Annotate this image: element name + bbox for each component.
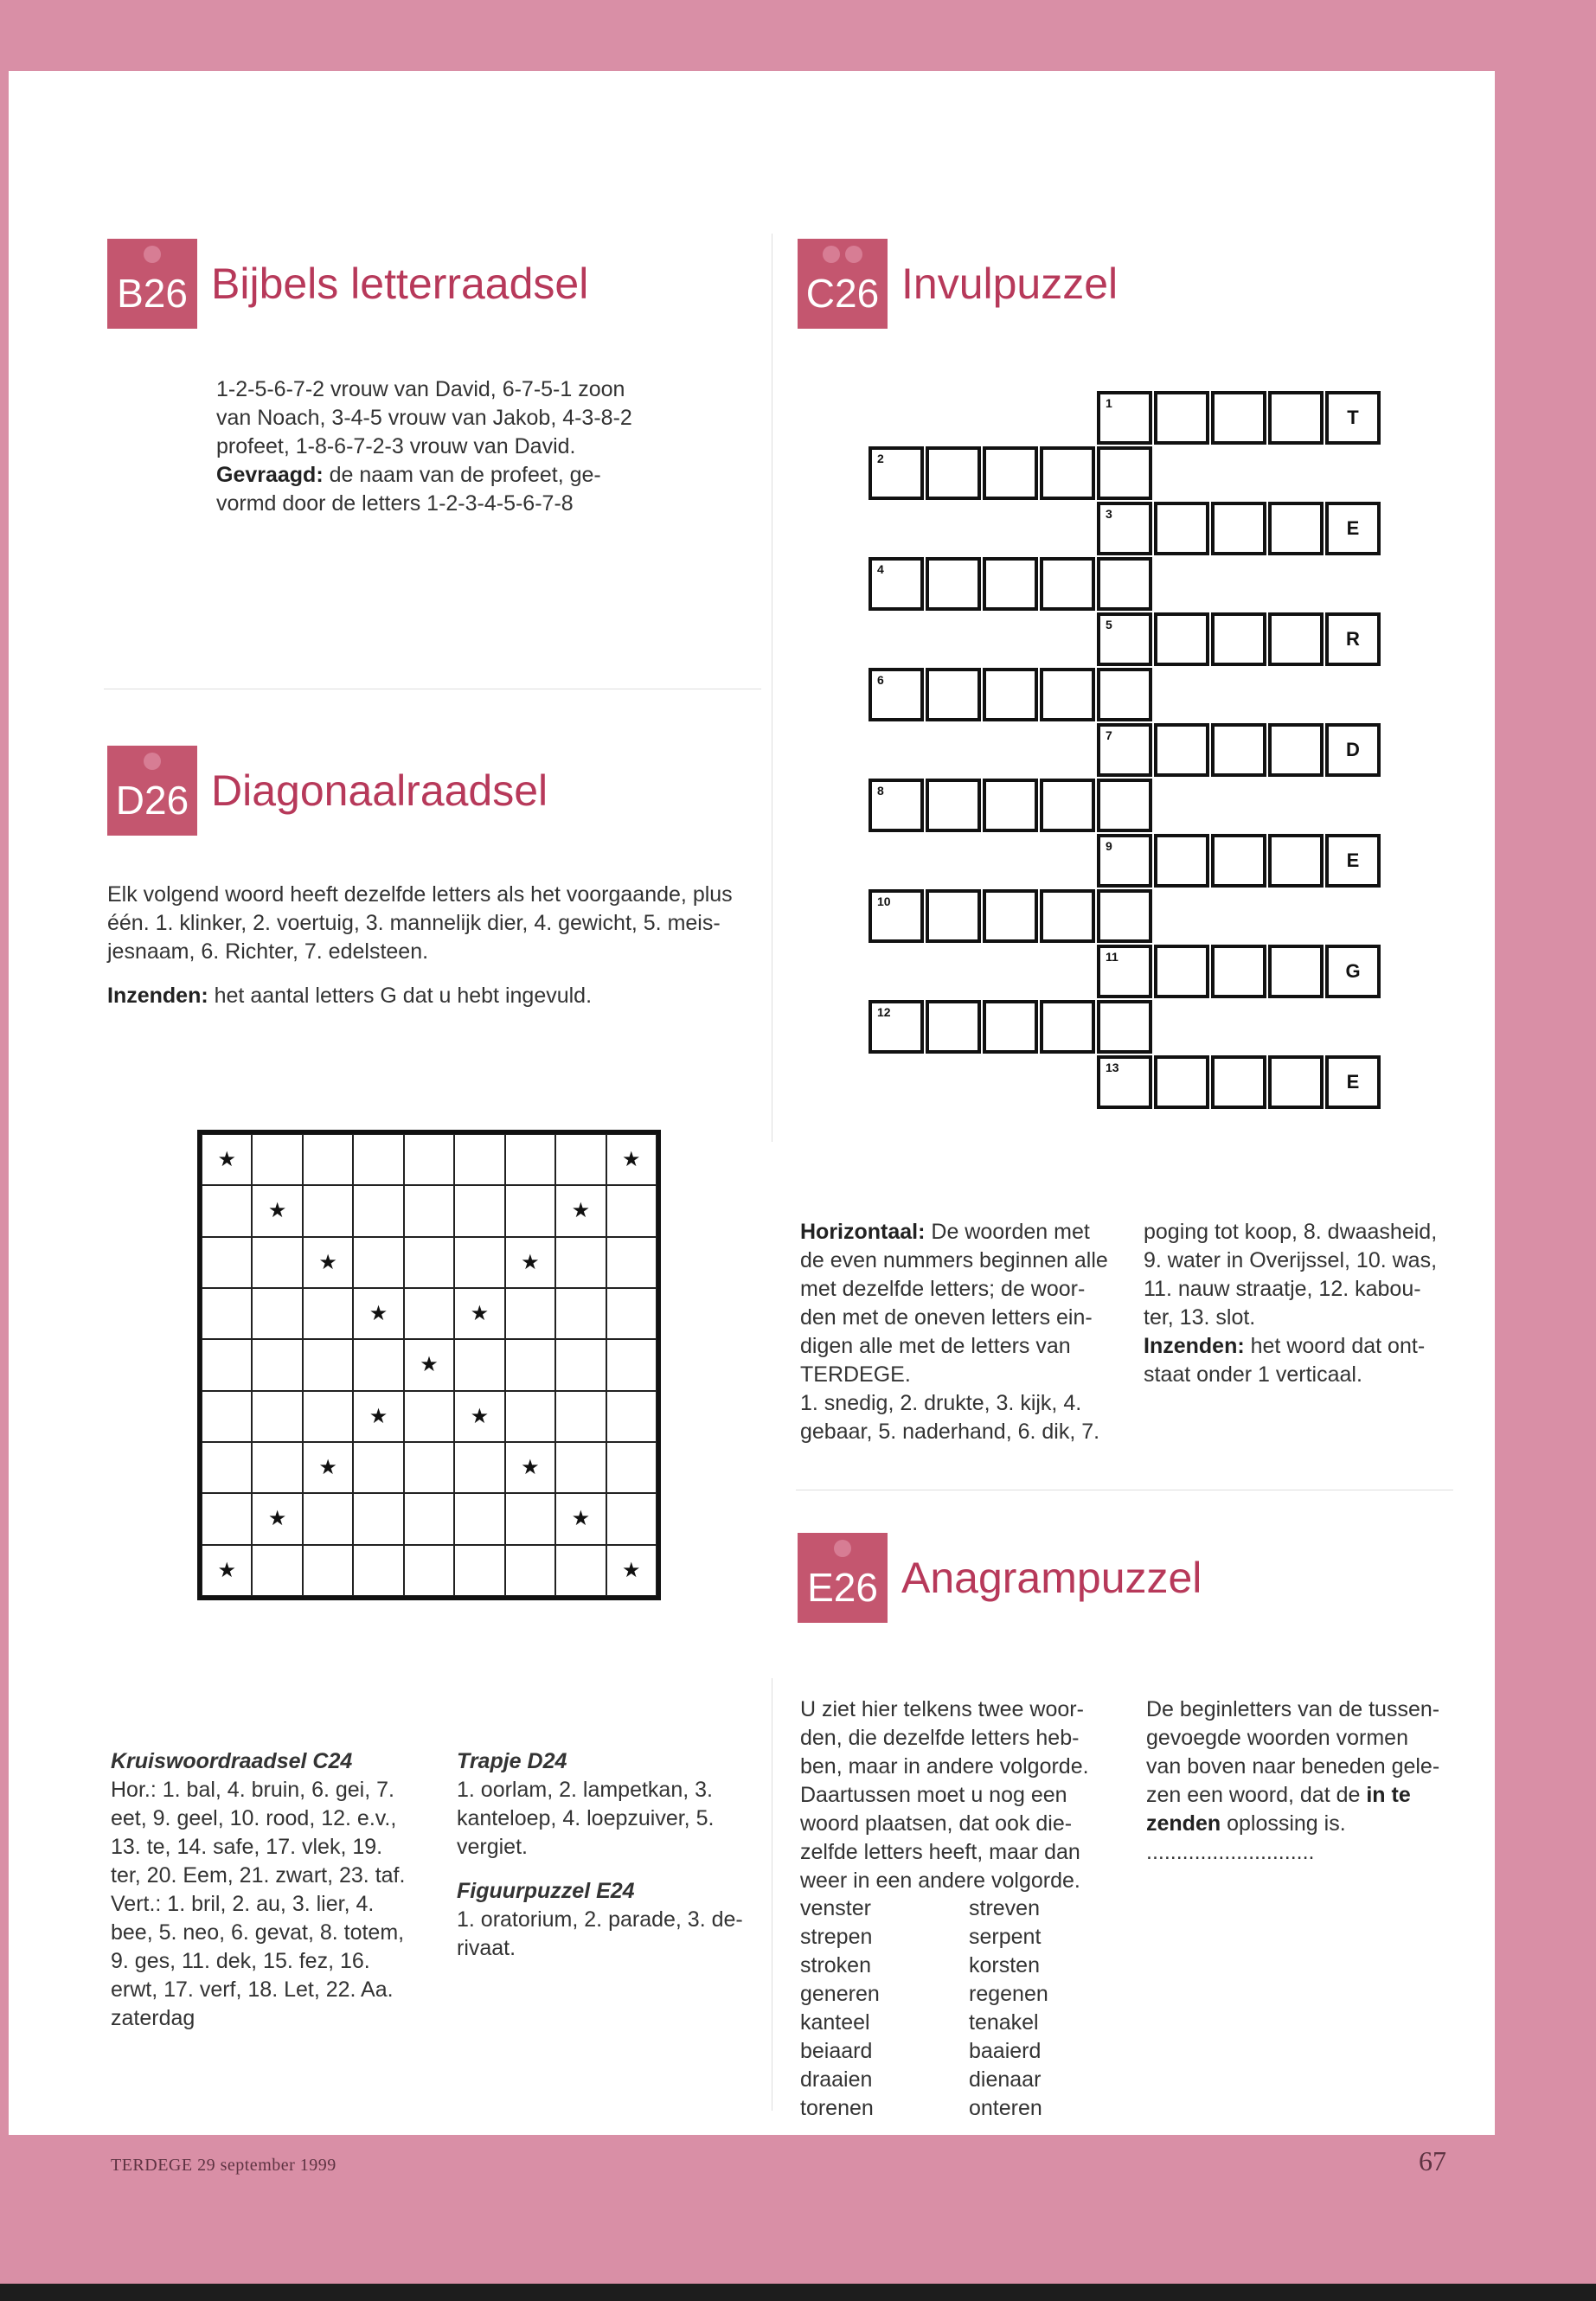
crossword-cell[interactable]	[1097, 834, 1152, 888]
diagonal-cell[interactable]: ★	[353, 1391, 403, 1442]
diagonal-cell[interactable]: ★	[454, 1288, 504, 1339]
diagonal-cell[interactable]	[303, 1545, 353, 1596]
crossword-cell[interactable]	[1040, 779, 1095, 832]
d26-title: Diagonaalraadsel	[211, 766, 548, 815]
diagonal-cell[interactable]	[353, 1237, 403, 1288]
diagonal-cell[interactable]	[505, 1391, 555, 1442]
answer-line[interactable]: ............................	[1146, 1840, 1315, 1864]
diagonal-cell[interactable]	[505, 1545, 555, 1596]
anagram-word-right: dienaar	[969, 2067, 1042, 2092]
diagonal-cell[interactable]	[404, 1288, 454, 1339]
diagonal-cell[interactable]	[404, 1391, 454, 1442]
crossword-cell[interactable]	[1097, 668, 1152, 721]
diagonal-cell[interactable]: ★	[404, 1339, 454, 1390]
pink-frame-right	[1495, 0, 1596, 2301]
diagonal-cell[interactable]: ★	[555, 1493, 606, 1544]
crossword-cell[interactable]	[1268, 1055, 1324, 1109]
given-letter: D	[1346, 739, 1360, 760]
diagonal-cell[interactable]	[454, 1237, 504, 1288]
diagonal-cell[interactable]	[454, 1339, 504, 1390]
crossword-cell[interactable]	[1040, 557, 1095, 611]
diagonal-cell[interactable]	[606, 1442, 657, 1493]
crossword-cell[interactable]	[983, 446, 1038, 500]
crossword-cell[interactable]	[1097, 1055, 1152, 1109]
given-letter: G	[1345, 960, 1361, 982]
d26-header	[107, 746, 548, 836]
anagram-word-right: regenen	[969, 1982, 1048, 2006]
diagonal-cell[interactable]	[555, 1134, 606, 1185]
crossword-cell[interactable]	[926, 557, 981, 611]
crossword-cell[interactable]	[1097, 945, 1152, 998]
crossword-cell[interactable]	[983, 668, 1038, 721]
diagonal-cell[interactable]	[505, 1134, 555, 1185]
crossword-cell[interactable]	[1154, 612, 1209, 666]
crossword-cell[interactable]	[983, 1000, 1038, 1054]
pink-frame-left	[0, 71, 9, 2147]
c26-title: Invulpuzzel	[901, 260, 1118, 308]
crossword-cell[interactable]	[1325, 1055, 1381, 1109]
crossword-cell[interactable]	[869, 779, 924, 832]
diagonal-cell[interactable]: ★	[505, 1237, 555, 1288]
clue-number: 1	[1106, 396, 1112, 410]
diagonal-cell[interactable]	[252, 1134, 302, 1185]
diagonal-cell[interactable]: ★	[505, 1442, 555, 1493]
crossword-cell[interactable]	[1268, 834, 1324, 888]
clue-number: 12	[877, 1005, 891, 1019]
diagonal-cell[interactable]	[202, 1237, 252, 1288]
crossword-cell[interactable]	[1097, 612, 1152, 666]
diagonal-cell[interactable]	[606, 1288, 657, 1339]
anagram-word-left: generen	[800, 1982, 880, 2006]
diagonal-cell[interactable]	[202, 1288, 252, 1339]
diagonal-cell[interactable]	[353, 1493, 403, 1544]
clue-number: 5	[1106, 618, 1112, 631]
footer-publication: TERDEGE 29 september 1999	[111, 2156, 337, 2175]
diagonal-cell[interactable]	[202, 1185, 252, 1236]
diagonal-cell[interactable]	[252, 1339, 302, 1390]
diagonal-cell[interactable]	[454, 1545, 504, 1596]
given-letter: R	[1346, 628, 1360, 650]
crossword-cell[interactable]	[1211, 834, 1266, 888]
b26-header	[107, 239, 588, 329]
diagonal-cell[interactable]	[606, 1391, 657, 1442]
crossword-cell[interactable]	[1268, 723, 1324, 777]
crossword-cell[interactable]	[869, 889, 924, 943]
crossword-cell[interactable]	[1268, 391, 1324, 445]
diagonal-cell[interactable]	[404, 1493, 454, 1544]
b26-text: 1-2-5-6-7-2 vrouw van David, 6-7-5-1 zoon van Noach, 3-4-5 vrouw van Jakob, 4-3-8-2 profeet, 1-8-6-7-2-3 vrouw van David. Gevraagd: de naam van de profeet, ge- vormd door de letters 1-2-3-4-5-6-7-8	[216, 377, 632, 516]
diagonal-cell[interactable]: ★	[303, 1237, 353, 1288]
crossword-cell[interactable]	[983, 779, 1038, 832]
crossword-cell[interactable]	[1097, 723, 1152, 777]
crossword-cell[interactable]	[1097, 502, 1152, 555]
diagonal-cell[interactable]	[555, 1545, 606, 1596]
diagonal-cell[interactable]	[555, 1288, 606, 1339]
crossword-cell[interactable]	[983, 557, 1038, 611]
crossword-cell[interactable]	[1040, 668, 1095, 721]
diagonal-cell[interactable]	[303, 1339, 353, 1390]
anagram-word-left: strepen	[800, 1925, 873, 1949]
crossword-cell[interactable]	[1325, 612, 1381, 666]
diagonal-cell[interactable]	[505, 1339, 555, 1390]
clue-number: 11	[1106, 950, 1118, 964]
diagonal-cell[interactable]: ★	[353, 1288, 403, 1339]
d26-badge: D26	[107, 746, 197, 836]
crossword-cell[interactable]	[869, 668, 924, 721]
crossword-cell[interactable]	[1211, 723, 1266, 777]
anagram-word-left: beiaard	[800, 2039, 873, 2063]
diagonal-cell[interactable]	[303, 1493, 353, 1544]
given-letter: E	[1346, 849, 1360, 871]
e26-instructions: De beginletters van de tussen- gevoegde woorden vormen van boven naar beneden gele- zen een woord, dat de in te zenden oplossing is. ............................	[1146, 1695, 1492, 1867]
crossword-cell[interactable]	[1268, 502, 1324, 555]
diagonal-cell[interactable]	[303, 1391, 353, 1442]
anagram-word-right: streven	[969, 1896, 1040, 1920]
crossword-cell[interactable]	[1040, 446, 1095, 500]
crossword-cell[interactable]	[1211, 391, 1266, 445]
crossword-cell[interactable]	[926, 779, 981, 832]
diagonal-cell[interactable]: ★	[303, 1442, 353, 1493]
c26-clues-col1: Horizontaal: De woorden met de even nummers beginnen alle met dezelfde letters; de woor- den met de oneven letters ein- digen alle met de letters van TERDEGE. 1. snedig, 2. drukte, 3. kijk, 4. gebaar, 5. naderhand, 6. dik, 7.	[800, 1220, 1108, 1444]
crossword-cell[interactable]	[1268, 945, 1324, 998]
clue-number: 10	[877, 894, 891, 908]
bottom-border	[0, 2284, 1596, 2301]
diagonal-cell[interactable]	[202, 1493, 252, 1544]
crossword-cell[interactable]	[869, 557, 924, 611]
crossword-cell[interactable]	[1097, 779, 1152, 832]
anagram-word-left: torenen	[800, 2096, 874, 2120]
crossword-cell[interactable]	[1040, 1000, 1095, 1054]
diagonal-cell[interactable]	[353, 1185, 403, 1236]
crossword-cell[interactable]	[1154, 945, 1209, 998]
crossword-cell[interactable]	[1097, 446, 1152, 500]
diagonal-cell[interactable]	[606, 1339, 657, 1390]
crossword-cell[interactable]	[869, 446, 924, 500]
crossword-cell[interactable]	[1097, 391, 1152, 445]
anagram-word-left: kanteel	[800, 2010, 870, 2035]
e26-badge: E26	[798, 1533, 888, 1623]
diagonal-cell[interactable]	[202, 1442, 252, 1493]
crossword-cell[interactable]	[1211, 1055, 1266, 1109]
solution-kruiswoord: Kruiswoordraadsel C24 Hor.: 1. bal, 4. bruin, 6. gei, 7. eet, 9. geel, 10. rood, 12. e.v., 13. te, 14. safe, 17. vlek, 19. ter, 20. Eem, 21. zwart, 23. taf. Vert.: 1. bril, 2. au, 3. lier, 4. bee, 5. neo, 6. gevat, 8. totem, 9. ges, 11. dek, 15. fez, 16. erwt, 17. verf, 18. Let, 22. Aa. zaterdag	[111, 1749, 406, 2030]
crossword-cell[interactable]	[1154, 723, 1209, 777]
crossword-cell[interactable]	[926, 889, 981, 943]
pink-frame-top	[0, 0, 1596, 71]
diagonal-cell[interactable]	[454, 1493, 504, 1544]
anagram-word-right: tenakel	[969, 2010, 1039, 2035]
diagonal-cell[interactable]: ★	[555, 1185, 606, 1236]
anagram-word-left: draaien	[800, 2067, 873, 2092]
given-letter: T	[1347, 407, 1359, 428]
difficulty-dot	[144, 753, 161, 770]
diagonal-cell[interactable]	[353, 1545, 403, 1596]
diagonal-cell[interactable]: ★	[606, 1545, 657, 1596]
crossword-cell[interactable]	[1325, 502, 1381, 555]
diagonal-puzzle-grid	[197, 1130, 661, 1600]
c26-badge: C26	[798, 239, 888, 329]
clue-number: 8	[877, 784, 884, 798]
b26-title: Bijbels letterraadsel	[211, 260, 589, 308]
crossword-cell[interactable]	[1211, 612, 1266, 666]
clue-number: 7	[1106, 728, 1112, 742]
diagonal-cell[interactable]	[454, 1185, 504, 1236]
diagonal-cell[interactable]	[404, 1545, 454, 1596]
crossword-cell[interactable]	[1040, 889, 1095, 943]
given-letter: E	[1346, 1071, 1360, 1093]
anagram-word-right: onteren	[969, 2096, 1042, 2120]
diagonal-cell[interactable]	[404, 1237, 454, 1288]
diagonal-cell[interactable]	[252, 1237, 302, 1288]
diagonal-cell[interactable]	[555, 1391, 606, 1442]
crossword-cell[interactable]	[1097, 1000, 1152, 1054]
crossword-cell[interactable]	[1211, 945, 1266, 998]
anagram-word-list	[800, 1894, 1086, 2123]
difficulty-dot	[845, 246, 862, 263]
diagonal-cell[interactable]	[353, 1442, 403, 1493]
diagonal-cell[interactable]	[303, 1185, 353, 1236]
diagonal-cell[interactable]	[303, 1134, 353, 1185]
diagonal-cell[interactable]	[252, 1391, 302, 1442]
diagonal-cell[interactable]	[202, 1391, 252, 1442]
fill-in-puzzle-grid	[865, 391, 1393, 1128]
anagram-word-right: serpent	[969, 1925, 1042, 1949]
e26-title: Anagrampuzzel	[901, 1554, 1202, 1602]
diagonal-cell[interactable]	[505, 1493, 555, 1544]
crossword-cell[interactable]	[1325, 723, 1381, 777]
crossword-cell[interactable]	[1154, 1055, 1209, 1109]
diagonal-cell[interactable]	[454, 1134, 504, 1185]
diagonal-cell[interactable]	[252, 1288, 302, 1339]
clue-number: 2	[877, 452, 884, 465]
crossword-cell[interactable]	[1154, 502, 1209, 555]
diagonal-cell[interactable]	[353, 1339, 403, 1390]
crossword-cell[interactable]	[983, 889, 1038, 943]
diagonal-cell[interactable]	[606, 1185, 657, 1236]
diagonal-cell[interactable]	[404, 1185, 454, 1236]
e26-intro: U ziet hier telkens twee woor- den, die dezelfde letters heb- ben, maar in andere volgorde. Daartussen moet u nog een woord plaatsen, dat ook die- zelfde letters heeft, maar dan weer in een andere volgorde.	[800, 1697, 1089, 1893]
crossword-cell[interactable]	[1154, 391, 1209, 445]
diagonal-cell[interactable]	[555, 1442, 606, 1493]
diagonal-cell[interactable]	[555, 1339, 606, 1390]
anagram-word-left: stroken	[800, 1953, 871, 1977]
crossword-cell[interactable]	[1097, 889, 1152, 943]
crossword-cell[interactable]	[1325, 945, 1381, 998]
diagonal-cell[interactable]: ★	[454, 1391, 504, 1442]
d26-text: Elk volgend woord heeft dezelfde letters als het voorgaande, plus één. 1. klinker, 2. voertuig, 3. mannelijk dier, 4. gewicht, 5. meis- jesnaam, 6. Richter, 7. edelsteen. Inzenden: het aantal letters G dat u hebt ingevuld.	[107, 882, 733, 1008]
crossword-cell[interactable]	[1211, 502, 1266, 555]
diagonal-cell[interactable]	[606, 1237, 657, 1288]
diagonal-cell[interactable]	[252, 1442, 302, 1493]
diagonal-cell[interactable]: ★	[202, 1545, 252, 1596]
crossword-cell[interactable]	[1154, 834, 1209, 888]
diagonal-cell[interactable]	[252, 1545, 302, 1596]
given-letter: E	[1346, 517, 1360, 539]
crossword-cell[interactable]	[1268, 612, 1324, 666]
anagram-word-right: korsten	[969, 1953, 1040, 1977]
diagonal-cell[interactable]: ★	[606, 1134, 657, 1185]
crossword-cell[interactable]	[926, 446, 981, 500]
diagonal-cell[interactable]	[606, 1493, 657, 1544]
clue-number: 4	[877, 562, 884, 576]
diagonal-cell[interactable]	[505, 1288, 555, 1339]
e26-header	[798, 1533, 1202, 1623]
clue-number: 13	[1106, 1061, 1119, 1074]
diagonal-cell[interactable]: ★	[252, 1185, 302, 1236]
clue-number: 6	[877, 673, 884, 687]
diagonal-cell[interactable]	[303, 1288, 353, 1339]
b26-badge: B26	[107, 239, 197, 329]
anagram-word-left: venster	[800, 1896, 871, 1920]
crossword-cell[interactable]	[869, 1000, 924, 1054]
solution-trapje-figuur: Trapje D24 1. oorlam, 2. lampetkan, 3. kanteloep, 4. loepzuiver, 5. vergiet. Figuurpuzzel E24 1. oratorium, 2. parade, 3. de- rivaat.	[457, 1749, 743, 1960]
crossword-cell[interactable]	[1325, 391, 1381, 445]
difficulty-dot	[834, 1540, 851, 1557]
difficulty-dot	[823, 246, 840, 263]
diagonal-cell[interactable]	[353, 1134, 403, 1185]
diagonal-cell[interactable]: ★	[202, 1134, 252, 1185]
diagonal-cell[interactable]	[454, 1442, 504, 1493]
diagonal-cell[interactable]	[555, 1237, 606, 1288]
crossword-cell[interactable]	[1325, 834, 1381, 888]
clue-number: 3	[1106, 507, 1112, 521]
c26-header	[798, 239, 1118, 329]
crossword-cell[interactable]	[926, 1000, 981, 1054]
crossword-cell[interactable]	[1097, 557, 1152, 611]
diagonal-cell[interactable]	[505, 1185, 555, 1236]
c26-clues-col2: poging tot koop, 8. dwaasheid, 9. water in Overijssel, 10. was, 11. nauw straatje, 12. kabou- ter, 13. slot. Inzenden: het woord dat ont- staat onder 1 verticaal.	[1144, 1220, 1438, 1387]
diagonal-cell[interactable]: ★	[252, 1493, 302, 1544]
difficulty-dot	[144, 246, 161, 263]
anagram-word-right: baaierd	[969, 2039, 1042, 2063]
diagonal-cell[interactable]	[202, 1339, 252, 1390]
crossword-cell[interactable]	[926, 668, 981, 721]
clue-number: 9	[1106, 839, 1112, 853]
diagonal-cell[interactable]	[404, 1134, 454, 1185]
page-number: 67	[1419, 2145, 1446, 2176]
diagonal-cell[interactable]	[404, 1442, 454, 1493]
